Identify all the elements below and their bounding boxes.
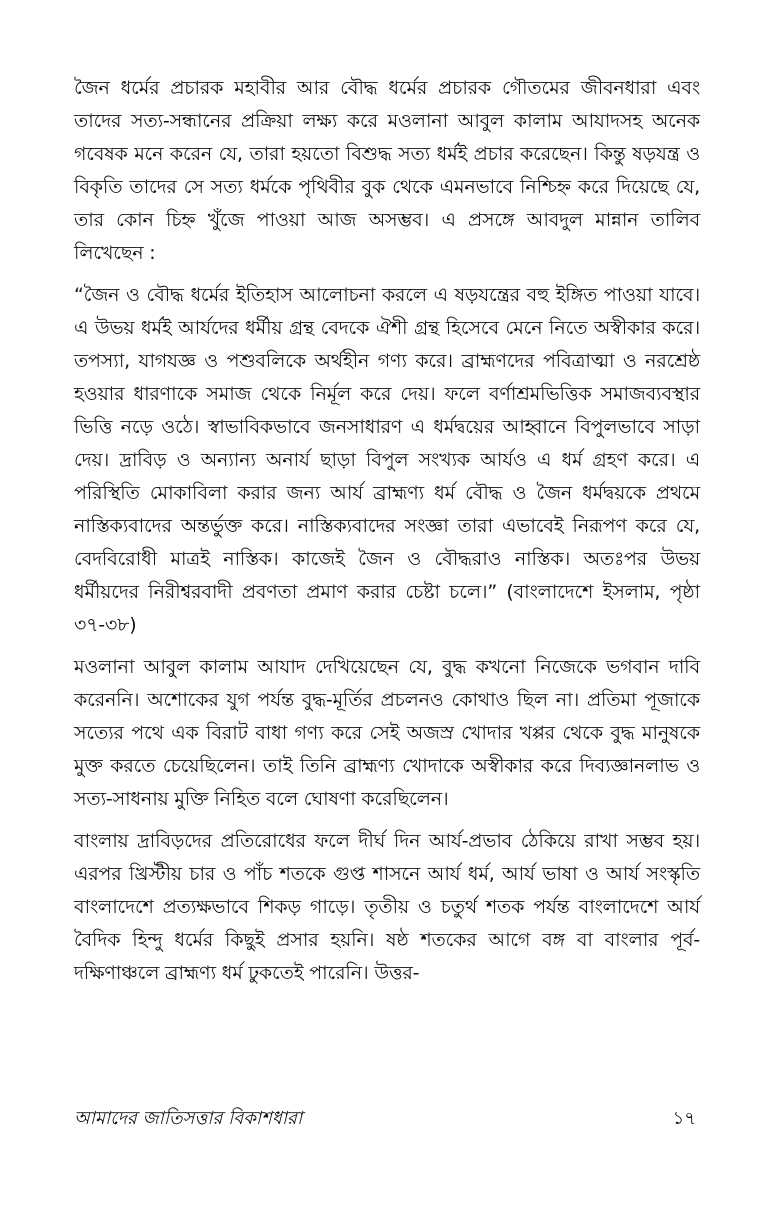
paragraph-bengal-dravidian: বাংলায় দ্রাবিড়দের প্রতিরোধের ফলে দীর্ঘ দিন আর্য-প্রভাব ঠেকিয়ে রাখা সম্ভব হয়। এরপর খ্রিস্টীয় চার ও পাঁচ শতকে গুপ্ত শাসনে আর্য ধর্ম, আর্য ভাষা ও আর্য সংস্কৃতি বাংলাদেশে প্রত্যক্ষভাবে শিকড় গাড়ে। তৃতীয় ও চতুর্থ শতক পর্যন্ত বাংলাদেশে আর্য বৈদিক হিন্দু ধর্মের কিছুই প্রসার হয়নি। ষষ্ঠ শতকের আগে বঙ্গ বা বাংলার পূর্ব-দক্ষিণাঞ্চলে ব্রাহ্মণ্য ধর্ম ঢুকতেই পারেনি। উত্তর- <box>74 830 700 984</box>
page-number: ১৭ <box>672 1107 696 1129</box>
paragraph-jain-buddhist-intro: জৈন ধর্মের প্রচারক মহাবীর আর বৌদ্ধ ধর্মের প্রচারক গৌতমের জীবনধারা এবং তাদের সত্য-সন্ধানের প্রক্রিয়া লক্ষ্য করে মওলানা আবুল কালাম আযাদসহ অনেক গবেষক মনে করেন যে, তারা হয়তো বিশুদ্ধ সত্য ধর্মই প্রচার করেছেন। কিন্তু ষড়যন্ত্র ও বিকৃতি তাদের সে সত্য ধর্মকে পৃথিবীর বুক থেকে এমনভাবে নিশ্চিহ্ন করে দিয়েছে যে, তার কোন চিহ্ন খুঁজে পাওয়া আজ অসম্ভব। এ প্রসঙ্গে আবদুল মান্নান তালিব লিখেছেন : <box>74 77 700 264</box>
page-footer <box>74 1104 696 1134</box>
paragraph-quotation: “জৈন ও বৌদ্ধ ধর্মের ইতিহাস আলোচনা করলে এ ষড়যন্ত্রের বহু ইঙ্গিত পাওয়া যাবে। এ উভয় ধর্মই আর্যদের ধর্মীয় গ্রন্থ বেদকে ঐশী গ্রন্থ হিসেবে মেনে নিতে অস্বীকার করে। তপস্যা, যাগযজ্ঞ ও পশুবলিকে অর্থহীন গণ্য করে। ব্রাহ্মণদের পবিত্রাত্মা ও নরশ্রেষ্ঠ হওয়ার ধারণাকে সমাজ থেকে নির্মূল করে দেয়। ফলে বর্ণাশ্রমভিত্তিক সমাজব্যবস্থার ভিত্তি নড়ে ওঠে। স্বাভাবিকভাবে জনসাধারণ এ ধর্মদ্বয়ের আহ্বানে বিপুলভাবে সাড়া দেয়। দ্রাবিড় ও অন্যান্য অনার্য ছাড়া বিপুল সংখ্যক আর্যও এ ধর্ম গ্রহণ করে। এ পরিস্থিতি মোকাবিলা করার জন্য আর্য ব্রাহ্মণ্য ধর্ম বৌদ্ধ ও জৈন ধর্মদ্বয়কে প্রথমে নাস্তিক্যবাদের অন্তর্ভুক্ত করে। নাস্তিক্যবাদের সংজ্ঞা তারা এভাবেই নিরূপণ করে যে, বেদবিরোধী মাত্রই নাস্তিক। কাজেই জৈন ও বৌদ্ধরাও নাস্তিক। অতঃপর উভয় ধর্মীয়দের নিরীশ্বরবাদী প্রবণতা প্রমাণ করার চেষ্টা চলে।” (বাংলাদেশে ইসলাম, পৃষ্ঠা ৩৭-৩৮) <box>74 284 700 636</box>
running-title: আমাদের জাতিসত্তার বিকাশধারা <box>74 1107 303 1129</box>
paragraph-azad-buddha: মওলানা আবুল কালাম আযাদ দেখিয়েছেন যে, বুদ্ধ কখনো নিজেকে ভগবান দাবি করেননি। অশোকের যুগ পর্যন্ত বুদ্ধ-মূর্তির প্রচলনও কোথাও ছিল না। প্রতিমা পূজাকে সত্যের পথে এক বিরাট বাধা গণ্য করে সেই অজস্র খোদার খপ্পর থেকে বুদ্ধ মানুষকে মুক্ত করতে চেয়েছিলেন। তাই তিনি ব্রাহ্মণ্য খোদাকে অস্বীকার করে দিব্যজ্ঞানলাভ ও সত্য-সাধনায় মুক্তি নিহিত বলে ঘোষণা করেছিলেন। <box>74 656 700 810</box>
page-body <box>74 72 700 999</box>
